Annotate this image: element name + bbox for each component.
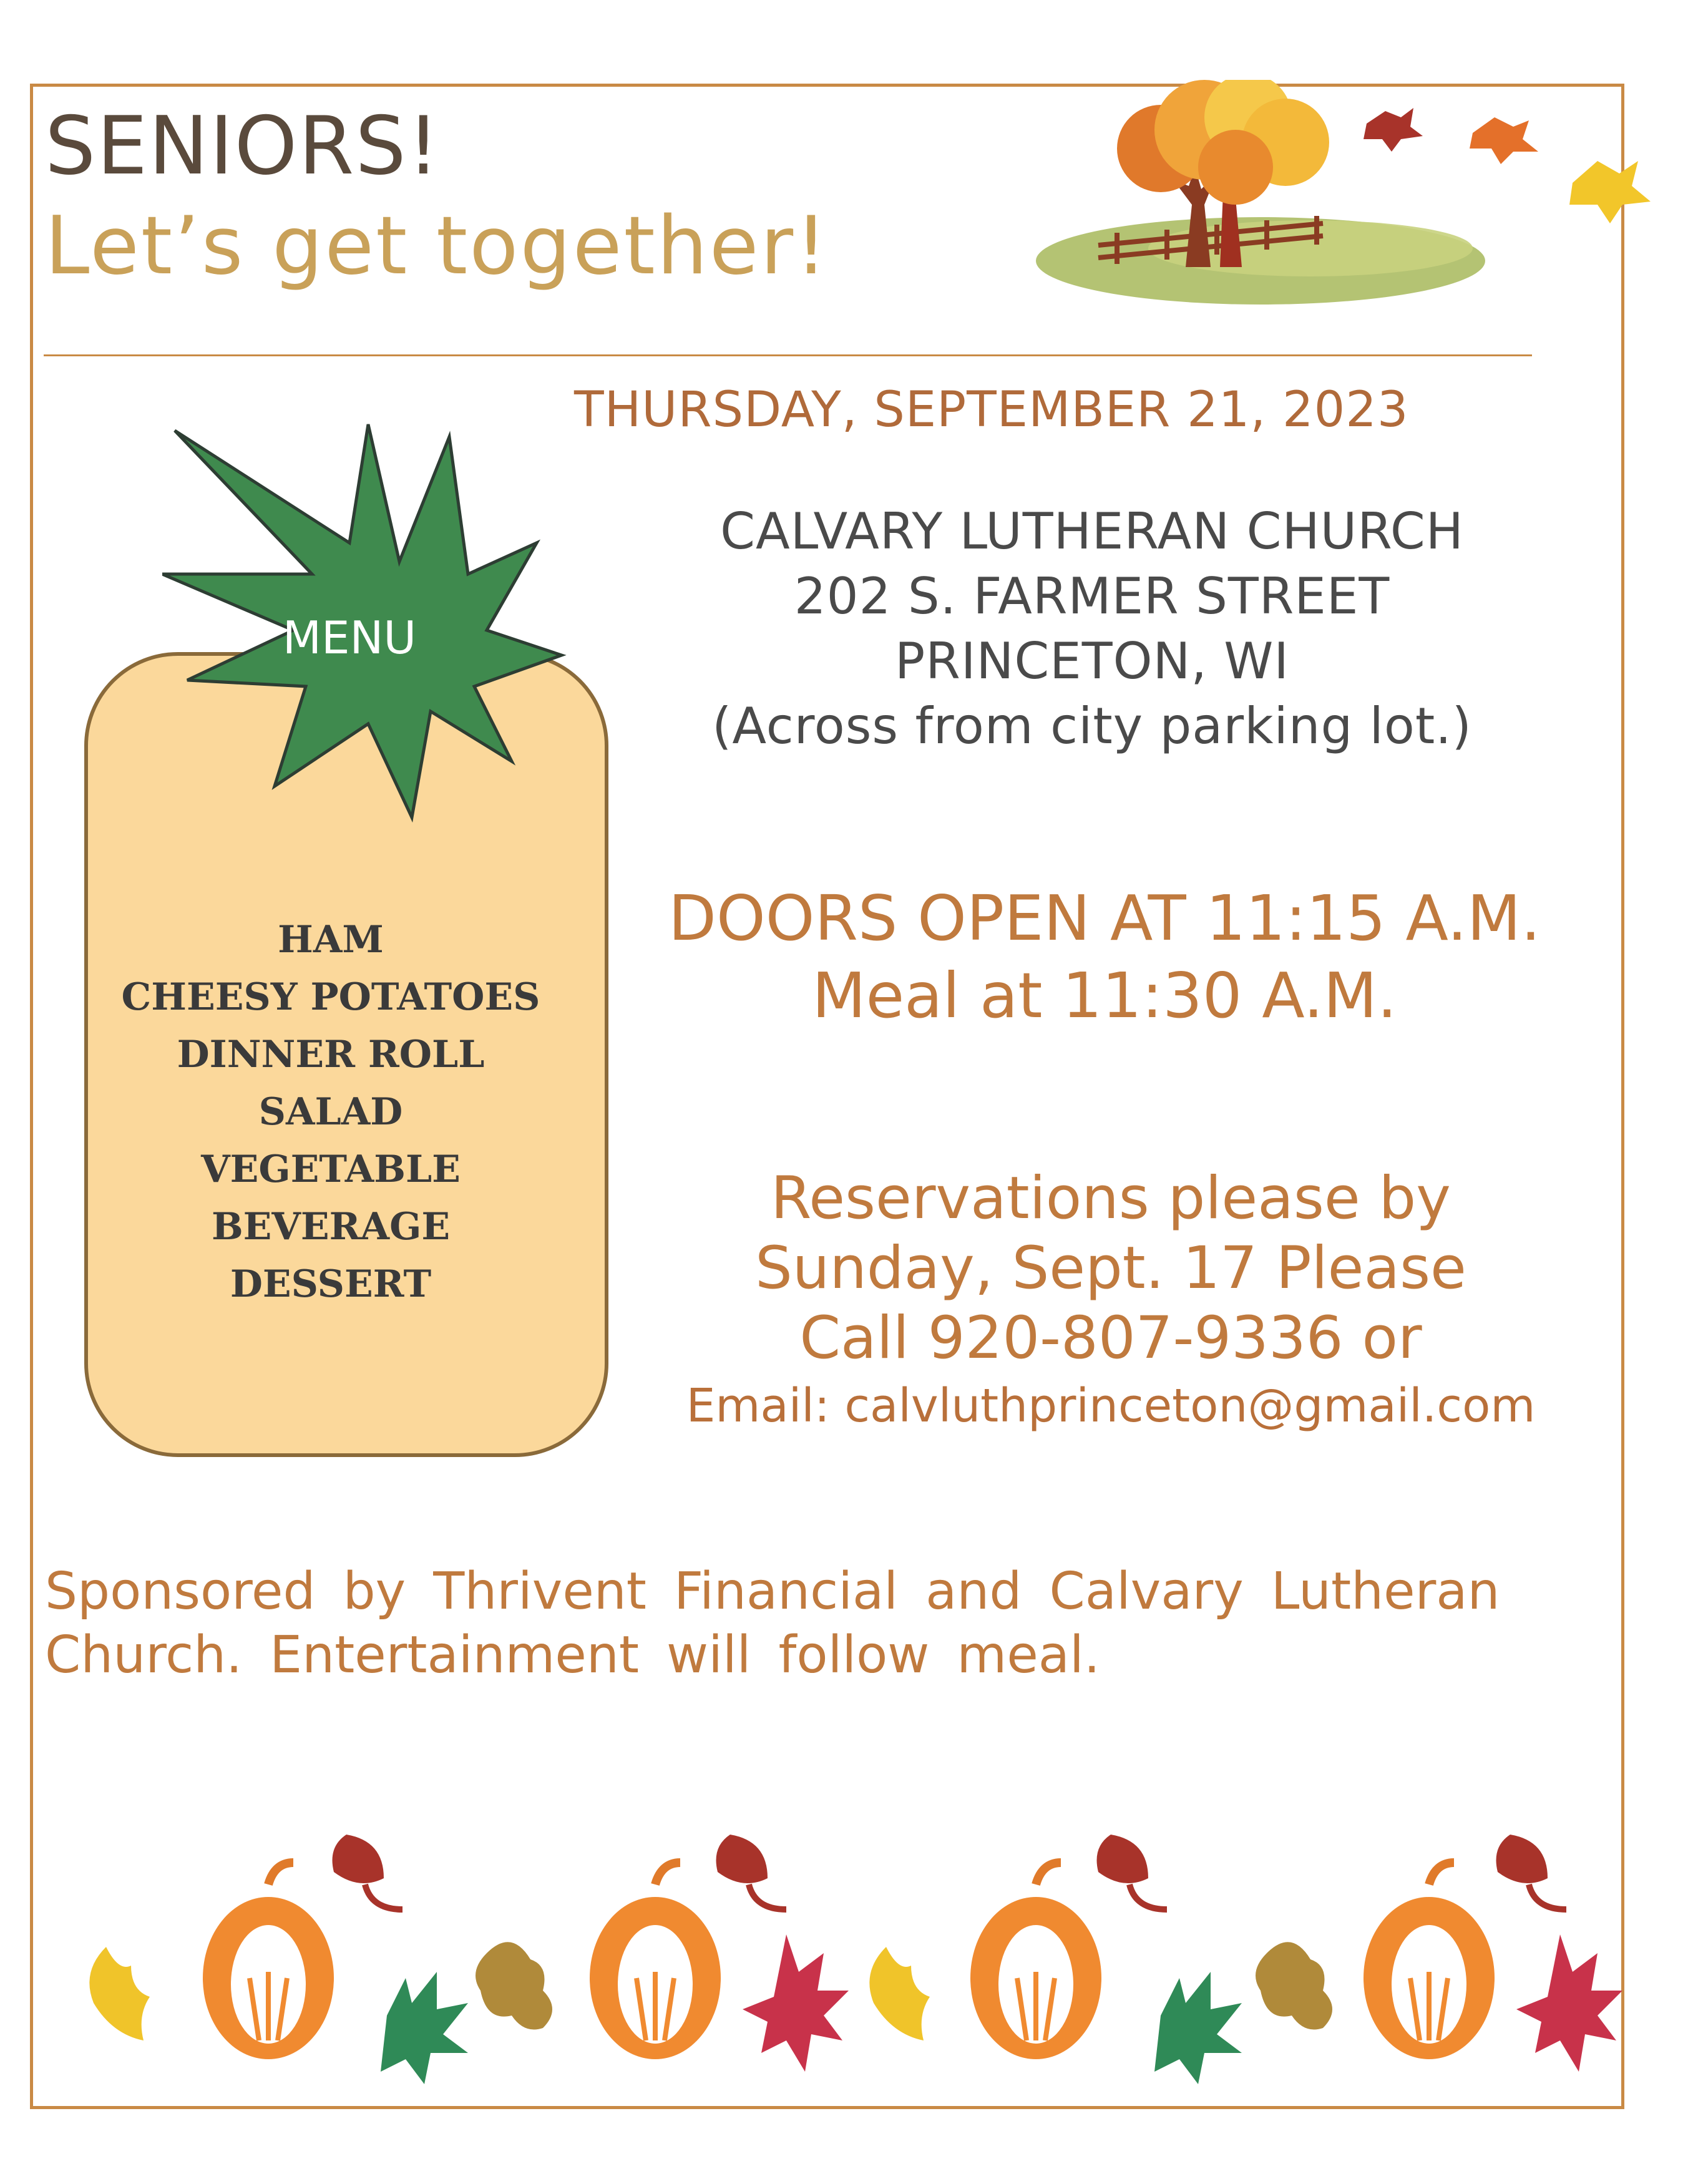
- red-leaf-icon: [1097, 1835, 1168, 1909]
- brown-leaf-icon: [476, 1942, 552, 2029]
- pumpkin-icon: [1364, 1863, 1495, 2059]
- event-address: [624, 499, 1560, 759]
- sponsor-note: Sponsored by Thrivent Financial and Calvary Lutheran Church. Entertainment will follow meal.: [45, 1562, 1500, 1685]
- menu-item: CHEESY POTATOES: [121, 975, 540, 1019]
- yellow-leaf-icon: [869, 1947, 930, 2040]
- menu-item: BEVERAGE: [211, 1205, 451, 1249]
- reservation-phone: Call 920-807-9336 or: [799, 1304, 1422, 1372]
- reservation-info: [624, 1164, 1598, 1438]
- green-leaf-icon: [1496, 1835, 1567, 1909]
- menu-label: MENU: [282, 612, 417, 664]
- doors-open-time: DOORS OPEN AT 11:15 A.M.: [668, 882, 1541, 955]
- header-divider: [44, 354, 1532, 356]
- pumpkin-icon: [970, 1863, 1101, 2059]
- menu-item: HAM: [278, 918, 384, 962]
- maple-leaf-icon: [1516, 1934, 1622, 2072]
- yellow-leaf-icon: [89, 1947, 150, 2040]
- green-leaf-icon: [1154, 1972, 1242, 2084]
- menu-item: DINNER ROLL: [177, 1033, 485, 1076]
- title-get-together: Let’s get together!: [45, 200, 829, 293]
- menu-list: [84, 911, 577, 1313]
- pumpkin-icon: [203, 1863, 334, 2059]
- title-seniors: SENIORS!: [45, 100, 441, 193]
- maple-leaf-icon: [743, 1934, 849, 2072]
- green-leaf-icon: [716, 1835, 787, 1909]
- menu-item: SALAD: [258, 1090, 403, 1134]
- red-leaf-icon: [333, 1835, 403, 1909]
- brown-leaf-icon: [1256, 1942, 1332, 2029]
- venue-city: PRINCETON, WI: [895, 632, 1289, 690]
- autumn-border-decoration: [75, 1822, 1635, 2084]
- menu-item: VEGETABLE: [201, 1148, 461, 1191]
- menu-item: DESSERT: [230, 1262, 432, 1306]
- autumn-tree-icon: [936, 80, 1672, 317]
- green-leaf-icon: [381, 1972, 468, 2084]
- event-date: THURSDAY, SEPTEMBER 21, 2023: [574, 382, 1409, 438]
- venue-name: CALVARY LUTHERAN CHURCH: [720, 502, 1464, 560]
- venue-note: (Across from city parking lot.): [712, 697, 1472, 755]
- pumpkin-icon: [590, 1863, 721, 2059]
- meal-time: Meal at 11:30 A.M.: [812, 959, 1397, 1032]
- event-times: [618, 880, 1591, 1035]
- reservation-line-1: Reservations please by: [771, 1164, 1451, 1232]
- reservation-line-2: Sunday, Sept. 17 Please: [755, 1234, 1466, 1302]
- venue-street: 202 S. FARMER STREET: [794, 567, 1390, 625]
- reservation-email: Email: calvluthprinceton@gmail.com: [686, 1379, 1536, 1433]
